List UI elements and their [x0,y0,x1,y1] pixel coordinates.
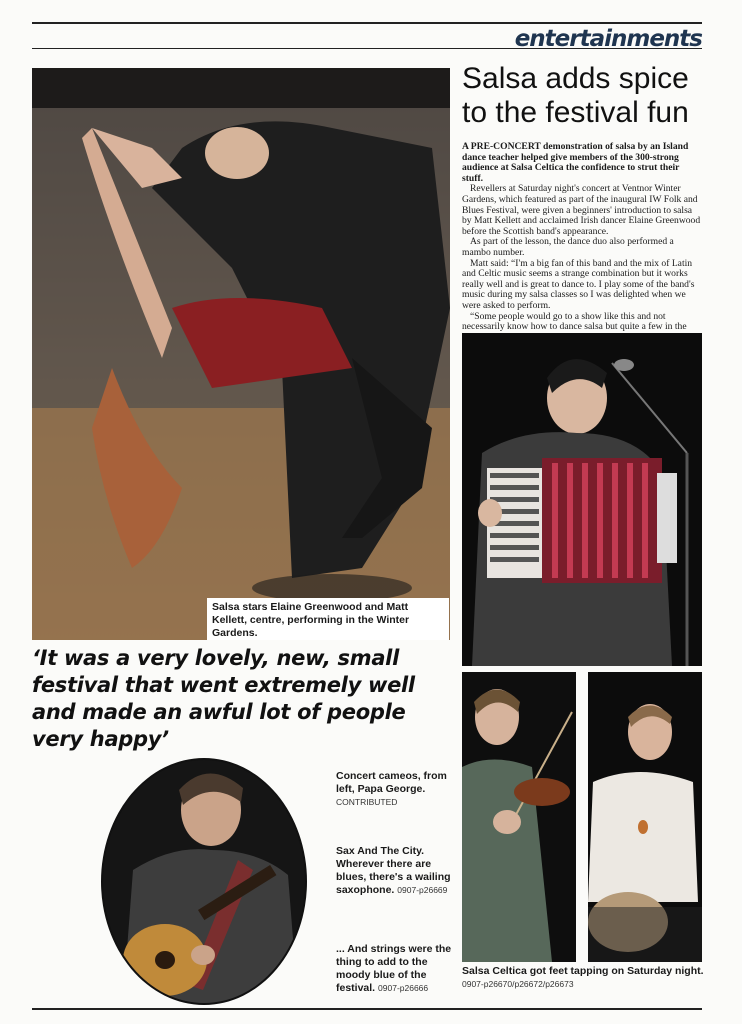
caption-sax-ref: 0907-p26669 [397,885,448,895]
headline-line-1: Salsa adds spice [462,62,689,95]
caption-cameos-credit: CONTRIBUTED [336,797,398,807]
top-rule [32,22,702,24]
pull-quote: ‘It was a very lovely, new, small festival that went extremely well and made an awful lot of people very happy’ [32,646,415,751]
salsa-dance-photo [32,68,450,640]
article-paragraph: As part of the lesson, the dance duo also performed a mambo number. [462,236,674,258]
caption-sax-text: Sax And The City. Wherever there are blues, there's a wailing saxophone. [336,845,451,896]
violinist-photo [462,672,576,962]
caption-cameos [336,770,454,809]
caption-strings [336,943,454,995]
caption-celtica-text: Salsa Celtica got feet tapping on Saturday night. [462,965,704,977]
caption-strings-text: ... And strings were the thing to add to the moody blue of the festival. [336,943,452,994]
main-photo-caption [207,598,449,640]
headline-line-2: to the festival fun [462,96,689,129]
drummer-photo [588,672,702,962]
accordion-player-photo [462,333,702,666]
caption-cameos-text: Concert cameos, from left, Papa George. [336,770,447,795]
article-paragraph: Revellers at Saturday night's concert at Ventnor Winter Gardens, which featured as part of the inaugural IW Folk and Blues Festival, were given a beginners' introduction to salsa by Matt Kellett and acclaimed Irish dancer Elaine Greenwood before the Scottish band's appearance. [462,183,701,237]
article-paragraph: “Some people would go to a show like this and not necessarily know how to dance salsa but quite a few in the [462,310,687,333]
article-paragraph: Matt said: “I'm a big fan of this band and the mix of Latin and Celtic music seems a strange combination but it works really well and is great to dance to. I play some of the band's music during my salsa classes so I was delighted when we were asked to perform. [462,257,695,311]
section-label: entertainments [514,26,702,52]
caption-celtica-ref: 0907-p26670/p26672/p26673 [462,979,574,989]
article-body [462,142,702,354]
article-lead: A PRE-CONCERT demonstration of salsa by an Island dance teacher helped give members of the 300-strong audience at Salsa Celtica the confidence to strut their stuff. [462,141,689,184]
caption-celtica [462,965,712,991]
headline [462,62,707,130]
bottom-rule [32,1008,702,1010]
caption-sax [336,845,454,897]
main-photo-caption-text: Salsa stars Elaine Greenwood and Matt Kellett, centre, performing in the Winter Gardens. [212,601,410,639]
guitarist-photo [101,758,307,1005]
caption-strings-ref: 0907-p26666 [378,983,429,993]
